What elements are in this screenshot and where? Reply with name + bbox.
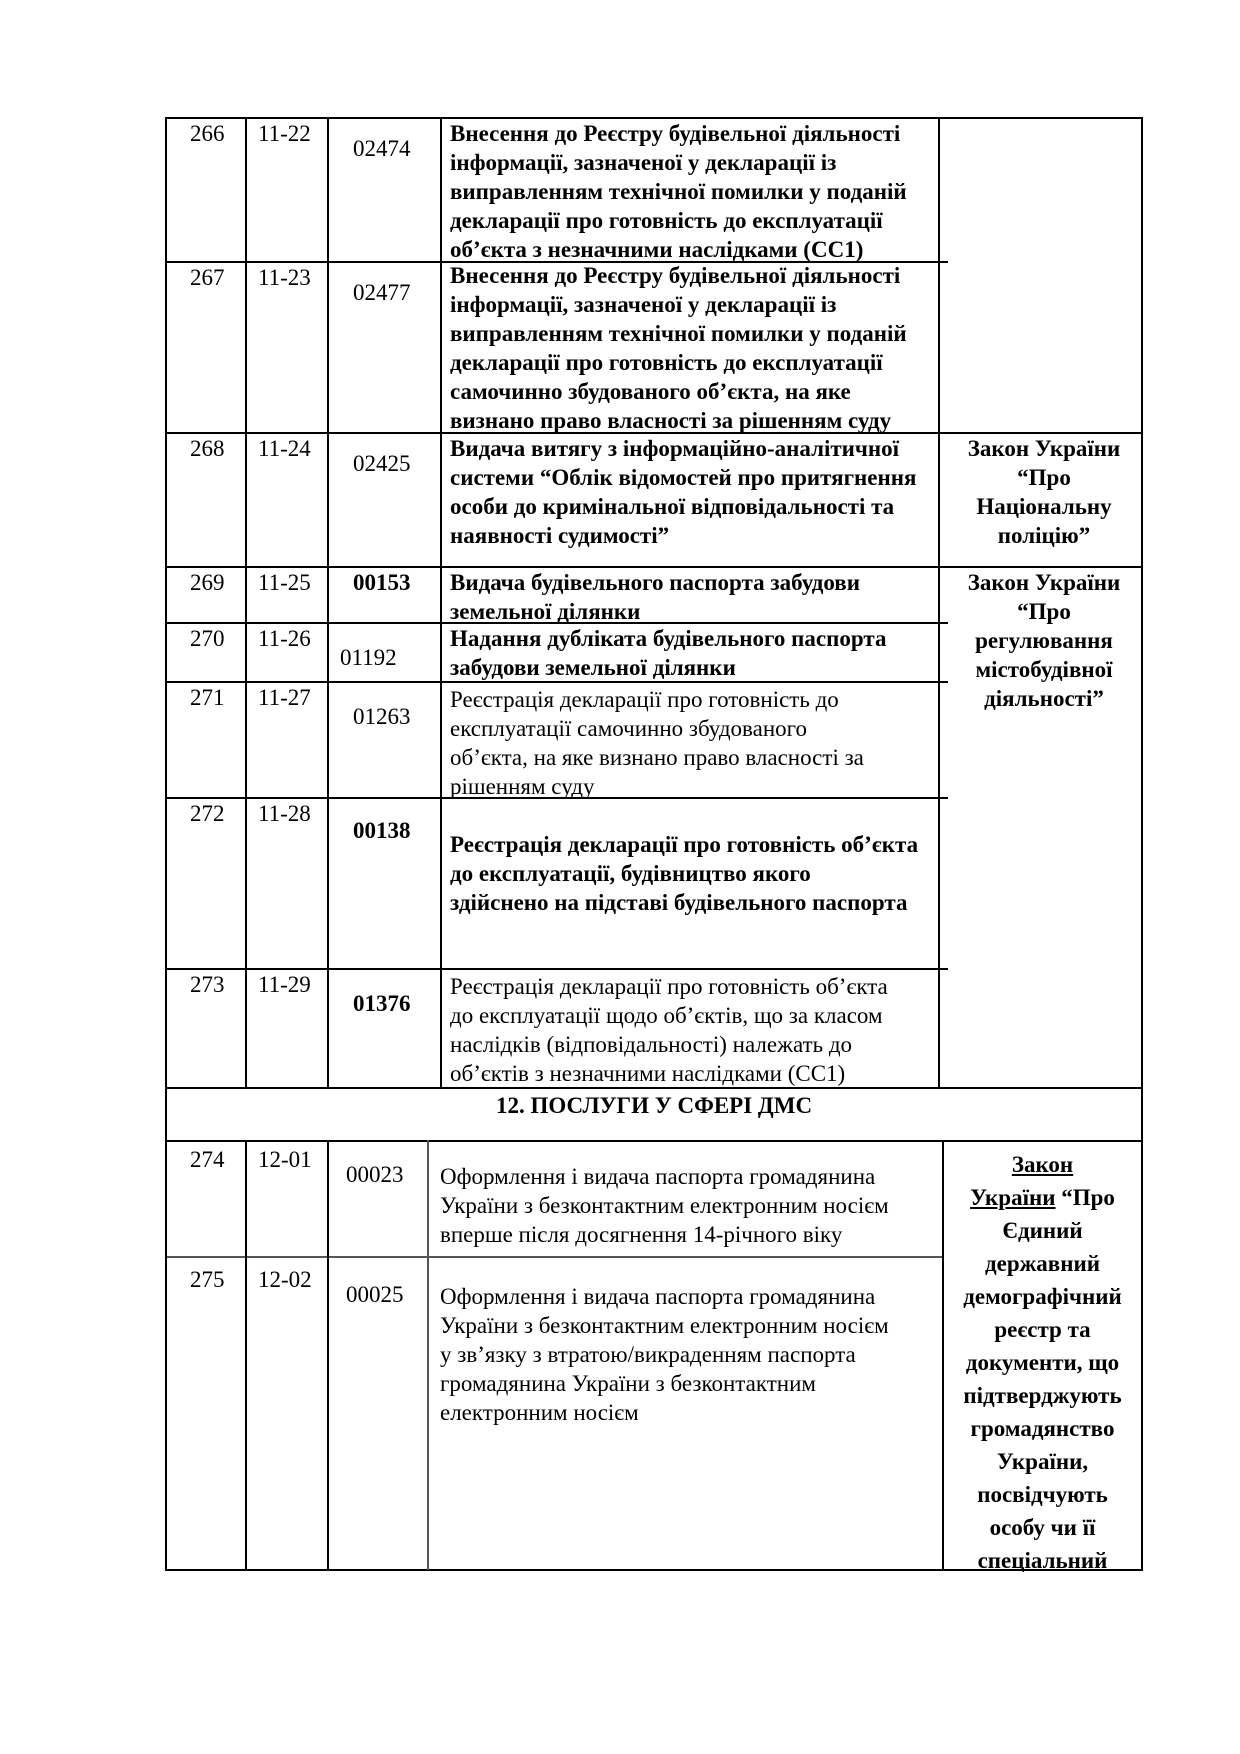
service-code: 02477 [353,280,411,305]
service-description: Реєстрація декларації про готовність об’єкта до експлуатації щодо об’єктів, що за класом наслідків (відповідальності) належать до об’єктів з незначними наслідками (СС1) [450,974,888,1086]
service-description: Внесення до Реєстру будівельної діяльності інформації, зазначеної у декларації із виправленням технічної помилки у поданій декларації про готовність до експлуатації об’єкта з незначними наслідками (СС1) [450,121,907,262]
row-id: 12-01 [258,1147,312,1172]
row-id: 12-02 [258,1267,312,1292]
row-id: 11-29 [258,972,311,997]
service-description: Видача витягу з інформаційно-аналітичної системи “Облік відомостей про притягнення особи до кримінальної відповідальності та наявності судимості” [450,436,917,548]
service-description: Реєстрація декларації про готовність до експлуатації самочинно збудованого об’єкта, на яке визнано право власності за рішенням суду [450,687,864,799]
row-number: 271 [190,685,225,710]
service-code: 02425 [353,451,411,476]
service-code: 01376 [353,991,411,1016]
row-id: 11-25 [258,570,311,595]
section-title: 12. ПОСЛУГИ У СФЕРІ ДМС [495,1093,813,1118]
service-code: 00138 [353,818,411,843]
row-number: 272 [190,801,225,826]
service-description: Надання дубліката будівельного паспорта забудови земельної ділянки [450,626,887,680]
row-number: 273 [190,972,225,997]
service-description: Видача будівельного паспорта забудови земельної ділянки [450,570,860,624]
row-number: 270 [190,626,225,651]
law-reference: Закон України “Про регулювання містобудівної діяльності” [967,570,1121,711]
law-link-ukrainy: України [970,1185,1056,1210]
row-number: 267 [190,265,225,290]
row-id: 11-28 [258,801,311,826]
service-code: 00023 [346,1162,404,1187]
row-number: 269 [190,570,225,595]
law-link-zakon: Закон [1011,1152,1074,1177]
service-description: Оформлення і видача паспорта громадянина України з безконтактним електронним носієм у зв’язку з втратою/викраденням паспорта громадянина України з безконтактним електронним носієм [440,1284,889,1425]
service-code: 02474 [353,136,411,161]
service-code: 00025 [346,1282,404,1307]
row-number: 275 [190,1267,225,1292]
row-id: 11-24 [258,436,311,461]
service-description: Внесення до Реєстру будівельної діяльності інформації, зазначеної у декларації із виправленням технічної помилки у поданій декларації про готовність до експлуатації самочинно збудованого об’єкта, на яке визнано право власності за рішенням суду [450,263,907,433]
row-number: 274 [190,1147,225,1172]
law-reference: Закон України “Про Національну поліцію” [967,436,1121,548]
service-code: 00153 [353,570,411,595]
law-reference: Закон України “Про Єдиний державний демографічний реєстр та документи, що підтверджують громадянство України, посвідчують особу чи її спеціальний [963,1152,1122,1573]
row-number: 268 [190,436,225,461]
service-code: 01263 [353,704,411,729]
row-id: 11-22 [258,121,311,146]
service-description: Оформлення і видача паспорта громадянина України з безконтактним електронним носієм вперше після досягнення 14-річного віку [440,1164,889,1247]
row-id: 11-26 [258,626,311,651]
service-description: Реєстрація декларації про готовність об’єкта до експлуатації, будівництво якого здійснено на підставі будівельного паспорта [450,832,919,915]
row-id: 11-23 [258,265,311,290]
service-code: 01192 [340,645,397,670]
row-id: 11-27 [258,685,311,710]
row-number: 266 [190,121,225,146]
